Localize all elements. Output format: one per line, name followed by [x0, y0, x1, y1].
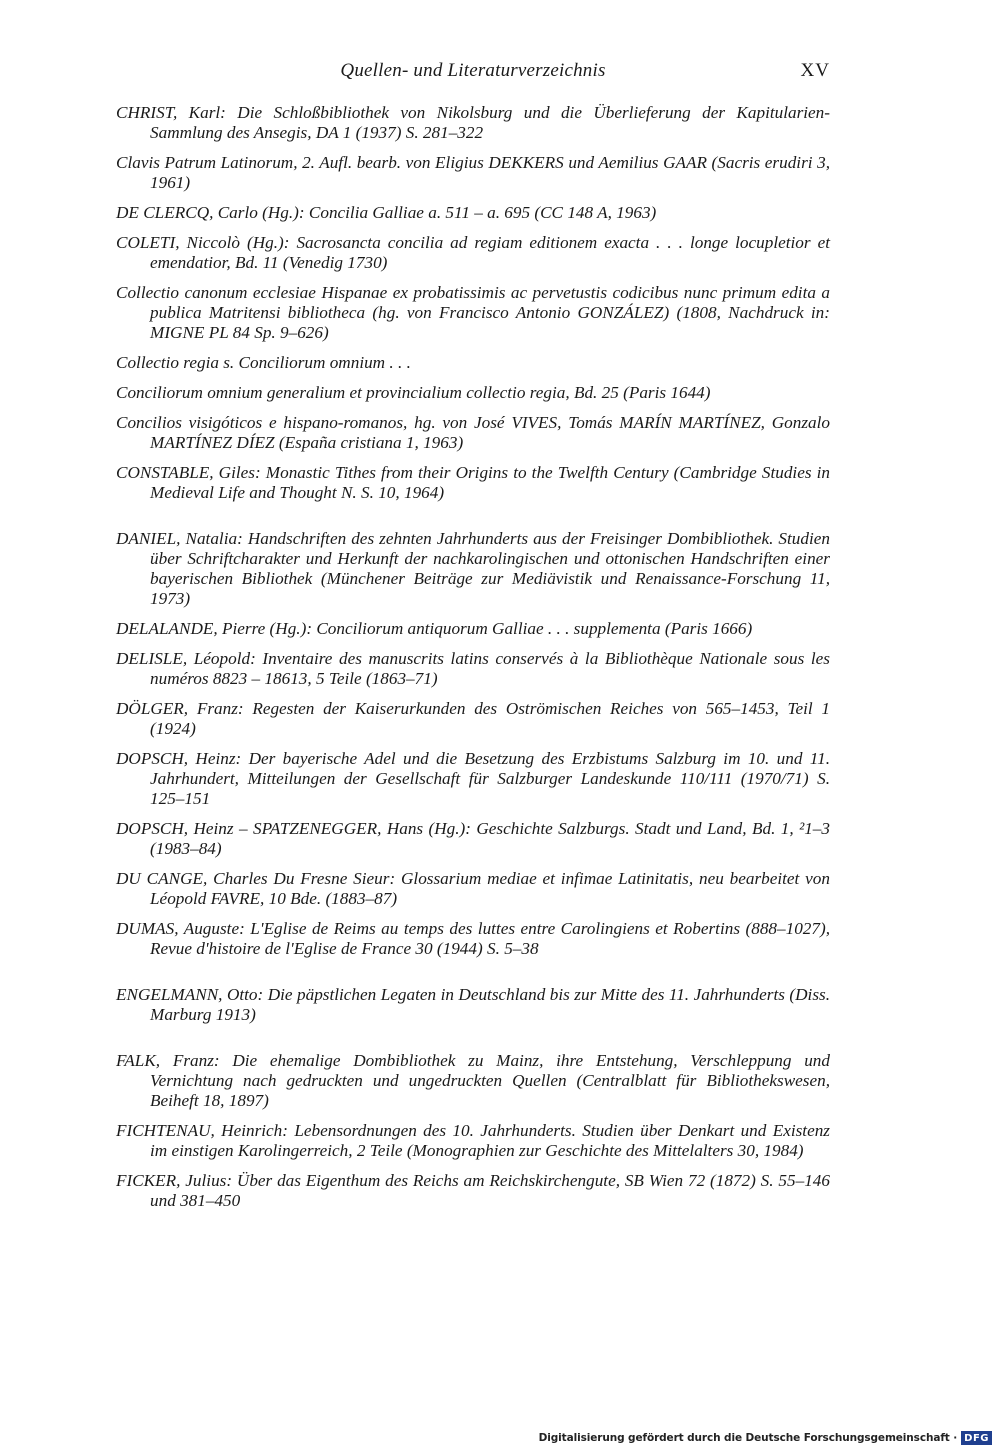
bibliography-entry-engelmann: ENGELMANN, Otto: Die päpstlichen Legaten in Deutschland bis zur Mitte des 11. Jahrhunderts (Diss. Marburg 1913): [116, 985, 830, 1024]
bibliography-entry-falk: FALK, Franz: Die ehemalige Dombibliothek zu Mainz, ihre Entstehung, Verschleppung und Vernichtung nach gedruckten und ungedruckten Quellen (Centralblatt für Bibliothekswesen, Beiheft 18, 1897): [116, 1051, 830, 1110]
bibliography-entry-conciliorum: Conciliorum omnium generalium et provincialium collectio regia, Bd. 25 (Paris 1644): [116, 383, 711, 402]
page-number: XV: [800, 60, 830, 81]
bibliography-entry-delisle: DELISLE, Léopold: Inventaire des manuscrits latins conservés à la Bibliothèque Nationale sous les numéros 8823 – 18613, 5 Teile (1863–71): [116, 649, 830, 688]
bibliography-list: [116, 103, 830, 1221]
bibliography-entry-daniel: DANIEL, Natalia: Handschriften des zehnten Jahrhunderts aus der Freisinger Dombibliothek. Studien über Schriftcharakter und Herkunft der nachkarolingischen und ottonischen Handschriften einer bayerischen Bibliothek (Münchener Beiträge zur Mediävistik und Renaissance-Forschung 11, 1973): [116, 529, 830, 608]
bibliography-entry-collectio-regia: Collectio regia s. Conciliorum omnium . . .: [116, 353, 411, 372]
bibliography-entry-dopsch: DOPSCH, Heinz: Der bayerische Adel und die Besetzung des Erzbistums Salzburg im 10. und 11. Jahrhundert, Mitteilungen der Gesellschaft für Salzburger Landeskunde 110/111 (1970/71) S. 125–151: [116, 749, 830, 808]
page-title: Quellen- und Literaturverzeichnis: [340, 60, 606, 81]
bibliography-entry-constable: CONSTABLE, Giles: Monastic Tithes from their Origins to the Twelfth Century (Cambridge Studies in Medieval Life and Thought N. S. 10, 1964): [116, 463, 830, 502]
digitization-footer: [539, 1430, 992, 1446]
bibliography-entry-concilios: Concilios visigóticos e hispano-romanos, hg. von José VIVES, Tomás MARÍN MARTÍNEZ, Gonzalo MARTÍNEZ DÍEZ (España cristiana 1, 1963): [116, 413, 830, 452]
dfg-logo-icon: DFG: [961, 1431, 992, 1445]
bibliography-entry-doelger: DÖLGER, Franz: Regesten der Kaiserurkunden des Oströmischen Reiches von 565–1453, Teil 1 (1924): [116, 699, 830, 738]
footer-text: Digitalisierung gefördert durch die Deutsche Forschungsgemeinschaft ·: [538, 1432, 958, 1444]
bibliography-entry-dumas: DUMAS, Auguste: L'Eglise de Reims au temps des luttes entre Carolingiens et Robertins (888–1027), Revue d'histoire de l'Eglise de France 30 (1944) S. 5–38: [116, 919, 830, 958]
bibliography-entry-du-cange: DU CANGE, Charles Du Fresne Sieur: Glossarium mediae et infimae Latinitatis, neu bearbeitet von Léopold FAVRE, 10 Bde. (1883–87): [116, 869, 830, 908]
bibliography-entry-dopsch-spatzenegger: DOPSCH, Heinz – SPATZENEGGER, Hans (Hg.): Geschichte Salzburgs. Stadt und Land, Bd. 1, ²1–3 (1983–84): [116, 819, 830, 858]
running-head: [116, 60, 830, 88]
bibliography-entry-christ: CHRIST, Karl: Die Schloßbibliothek von Nikolsburg und die Überlieferung der Kapitularien-Sammlung des Ansegis, DA 1 (1937) S. 281–322: [116, 103, 830, 142]
bibliography-entry-clavis: Clavis Patrum Latinorum, 2. Aufl. bearb. von Eligius DEKKERS und Aemilius GAAR (Sacris erudiri 3, 1961): [116, 153, 830, 192]
bibliography-entry-fichtenau: FICHTENAU, Heinrich: Lebensordnungen des 10. Jahrhunderts. Studien über Denkart und Existenz im einstigen Karolingerreich, 2 Teile (Monographien zur Geschichte des Mittelalters 30, 1984): [116, 1121, 830, 1160]
bibliography-entry-coleti: COLETI, Niccolò (Hg.): Sacrosancta concilia ad regiam editionem exacta . . . longe locupletior et emendatior, Bd. 11 (Venedig 1730): [116, 233, 830, 272]
bibliography-entry-de-clercq: DE CLERCQ, Carlo (Hg.): Concilia Galliae a. 511 – a. 695 (CC 148 A, 1963): [116, 203, 657, 222]
bibliography-entry-ficker: FICKER, Julius: Über das Eigenthum des Reichs am Reichskirchengute, SB Wien 72 (1872) S. 55–146 und 381–450: [116, 1171, 830, 1210]
bibliography-entry-delalande: DELALANDE, Pierre (Hg.): Conciliorum antiquorum Galliae . . . supplementa (Paris 1666): [116, 619, 753, 638]
bibliography-entry-collectio-canonum: Collectio canonum ecclesiae Hispanae ex probatissimis ac pervetustis codicibus nunc primum edita a publica Matritensi bibliotheca (hg. von Francisco Antonio GONZÁLEZ) (1808, Nachdruck in: MIGNE PL 84 Sp. 9–626): [116, 283, 830, 342]
